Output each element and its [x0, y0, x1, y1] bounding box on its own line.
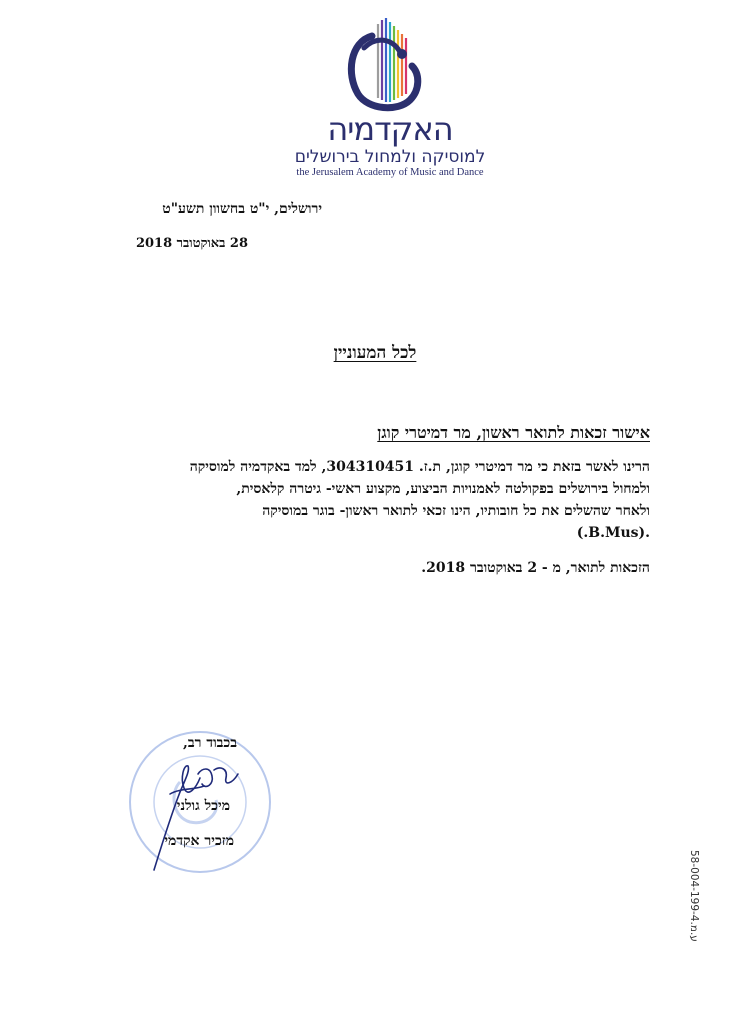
academy-logo	[294, 14, 486, 178]
addressee-heading	[0, 343, 750, 363]
closing-regards: בכבוד רב,	[182, 735, 237, 751]
entitlement-date: הזכאות לתואר, מ - 2 באוקטובר 2018.	[421, 560, 650, 576]
gregorian-date: 28 באוקטובר 2018	[135, 236, 248, 251]
hebrew-date: ירושלים, י"ט בחשוון תשע"ט	[162, 201, 322, 217]
letter-body	[90, 456, 650, 544]
body-line: ולמחול בירושלים בפקולטה לאמנויות הביצוע, מקצוע ראשי- גיטרה קלאסית,	[236, 481, 650, 497]
logo-english-name: the Jerusalem Academy of Music and Dance	[296, 167, 484, 178]
logo-subtitle: למוסיקה ולמחול בירושלים	[294, 147, 486, 167]
subject-line: אישור זכאות לתואר ראשון, מר דמיטרי קוגן	[377, 423, 650, 442]
body-line: הרינו לאשר בזאת כי מר דמיטרי קוגן, ת.ז. 304310451, למד באקדמיה למוסיקה	[189, 459, 650, 475]
body-line: ולאחר שהשלים את כל חובותיו, הינו זכאי לתואר ראשון- בוגר במוסיקה	[262, 503, 650, 519]
signer-name: מיכל גולני	[176, 798, 230, 814]
logo-title: האקדמיה	[327, 110, 453, 148]
registration-code: 58-004-199-4.ע.מ	[688, 850, 700, 942]
body-line: .(B.Mus.)	[576, 525, 650, 541]
lyre-logo-icon	[342, 14, 422, 116]
addressee-text: לכל המעוניין	[333, 343, 417, 363]
signer-role: מזכיר אקדמי	[164, 833, 234, 849]
